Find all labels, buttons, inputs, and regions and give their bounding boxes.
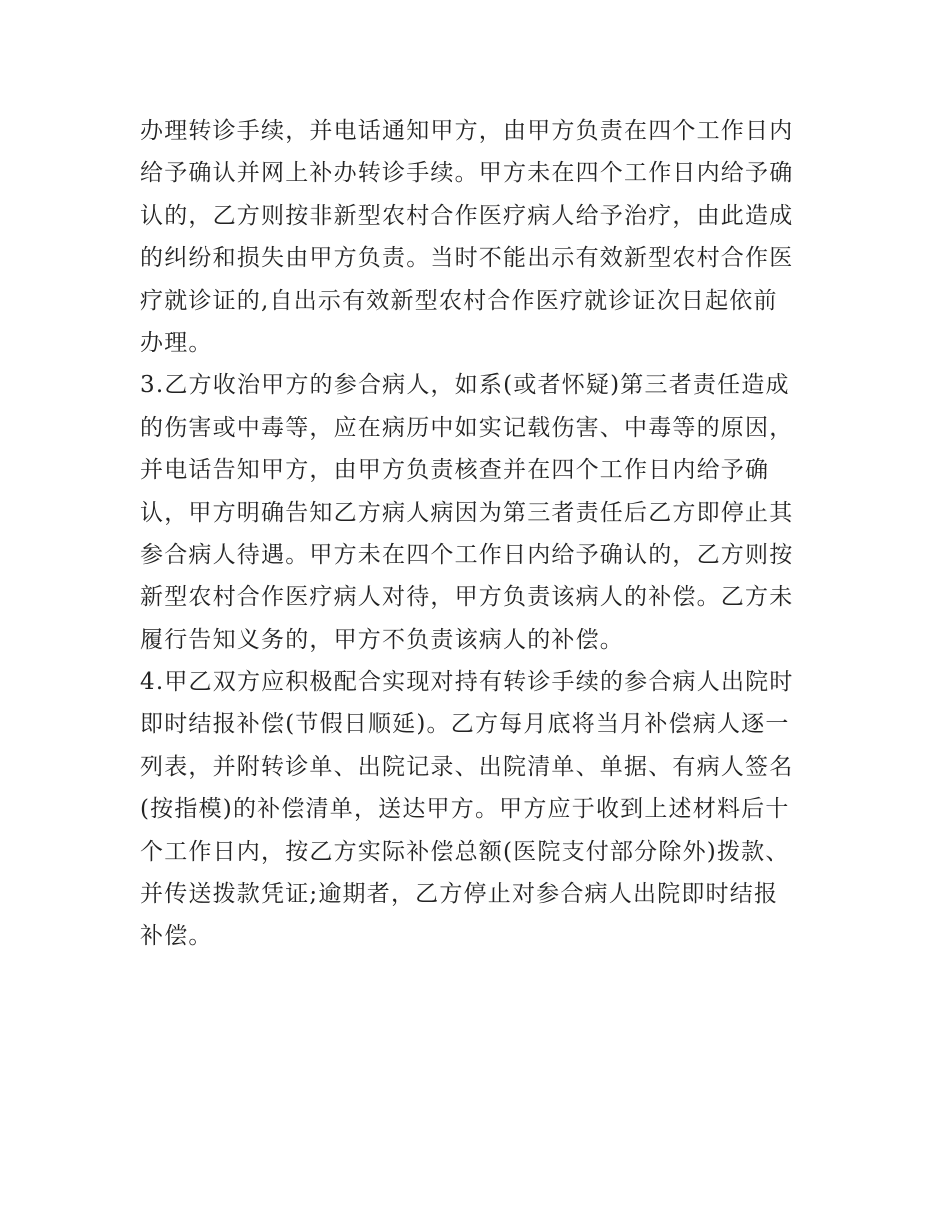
- text-line: 并电话告知甲方，由甲方负责核查并在四个工作日内给予确: [140, 457, 770, 484]
- text-line: 办理。: [140, 329, 213, 356]
- text-line: 认，甲方明确告知乙方病人病因为第三者责任后乙方即停止其: [140, 499, 794, 526]
- clause-3-line: 3.乙方收治甲方的参合病人，如系(或者怀疑)第三者责任造成: [140, 372, 790, 399]
- text-line: 列表，并附转诊单、出院记录、出院清单、单据、有病人签名: [140, 753, 794, 780]
- text-line: 办理转诊手续，并电话通知甲方，由甲方负责在四个工作日内: [140, 118, 794, 144]
- text-line: 的伤害或中毒等，应在病历中如实记载伤害、中毒等的原因，: [140, 414, 794, 441]
- text-line: 疗就诊证的,自出示有效新型农村合作医疗就诊证次日起依前: [140, 287, 778, 314]
- text-line: 个工作日内，按乙方实际补偿总额(医院支付部分除外)拨款、: [140, 838, 790, 865]
- text-line: 认的，乙方则按非新型农村合作医疗病人给予治疗，由此造成: [140, 202, 794, 229]
- text-line: 补偿。: [140, 923, 213, 950]
- text-line: (按指模)的补偿清单，送达甲方。甲方应于收到上述材料后十: [140, 796, 790, 823]
- text-line: 履行告知义务的，甲方不负责该病人的补偿。: [140, 626, 624, 653]
- clause-4-line: 4.甲乙双方应积极配合实现对持有转诊手续的参合病人出院时: [140, 669, 794, 696]
- text-line: 给予确认并网上补办转诊手续。甲方未在四个工作日内给予确: [140, 160, 794, 187]
- text-line: 新型农村合作医疗病人对待，甲方负责该病人的补偿。乙方未: [140, 584, 794, 611]
- text-line: 并传送拨款凭证;逾期者，乙方停止对参合病人出院即时结报: [140, 881, 779, 908]
- contract-text: [140, 110, 820, 958]
- text-line: 即时结报补偿(节假日顺延)。乙方每月底将当月补偿病人逐一: [140, 711, 790, 738]
- text-line: 参合病人待遇。甲方未在四个工作日内给予确认的，乙方则按: [140, 541, 794, 568]
- text-line: 的纠纷和损失由甲方负责。当时不能出示有效新型农村合作医: [140, 245, 794, 272]
